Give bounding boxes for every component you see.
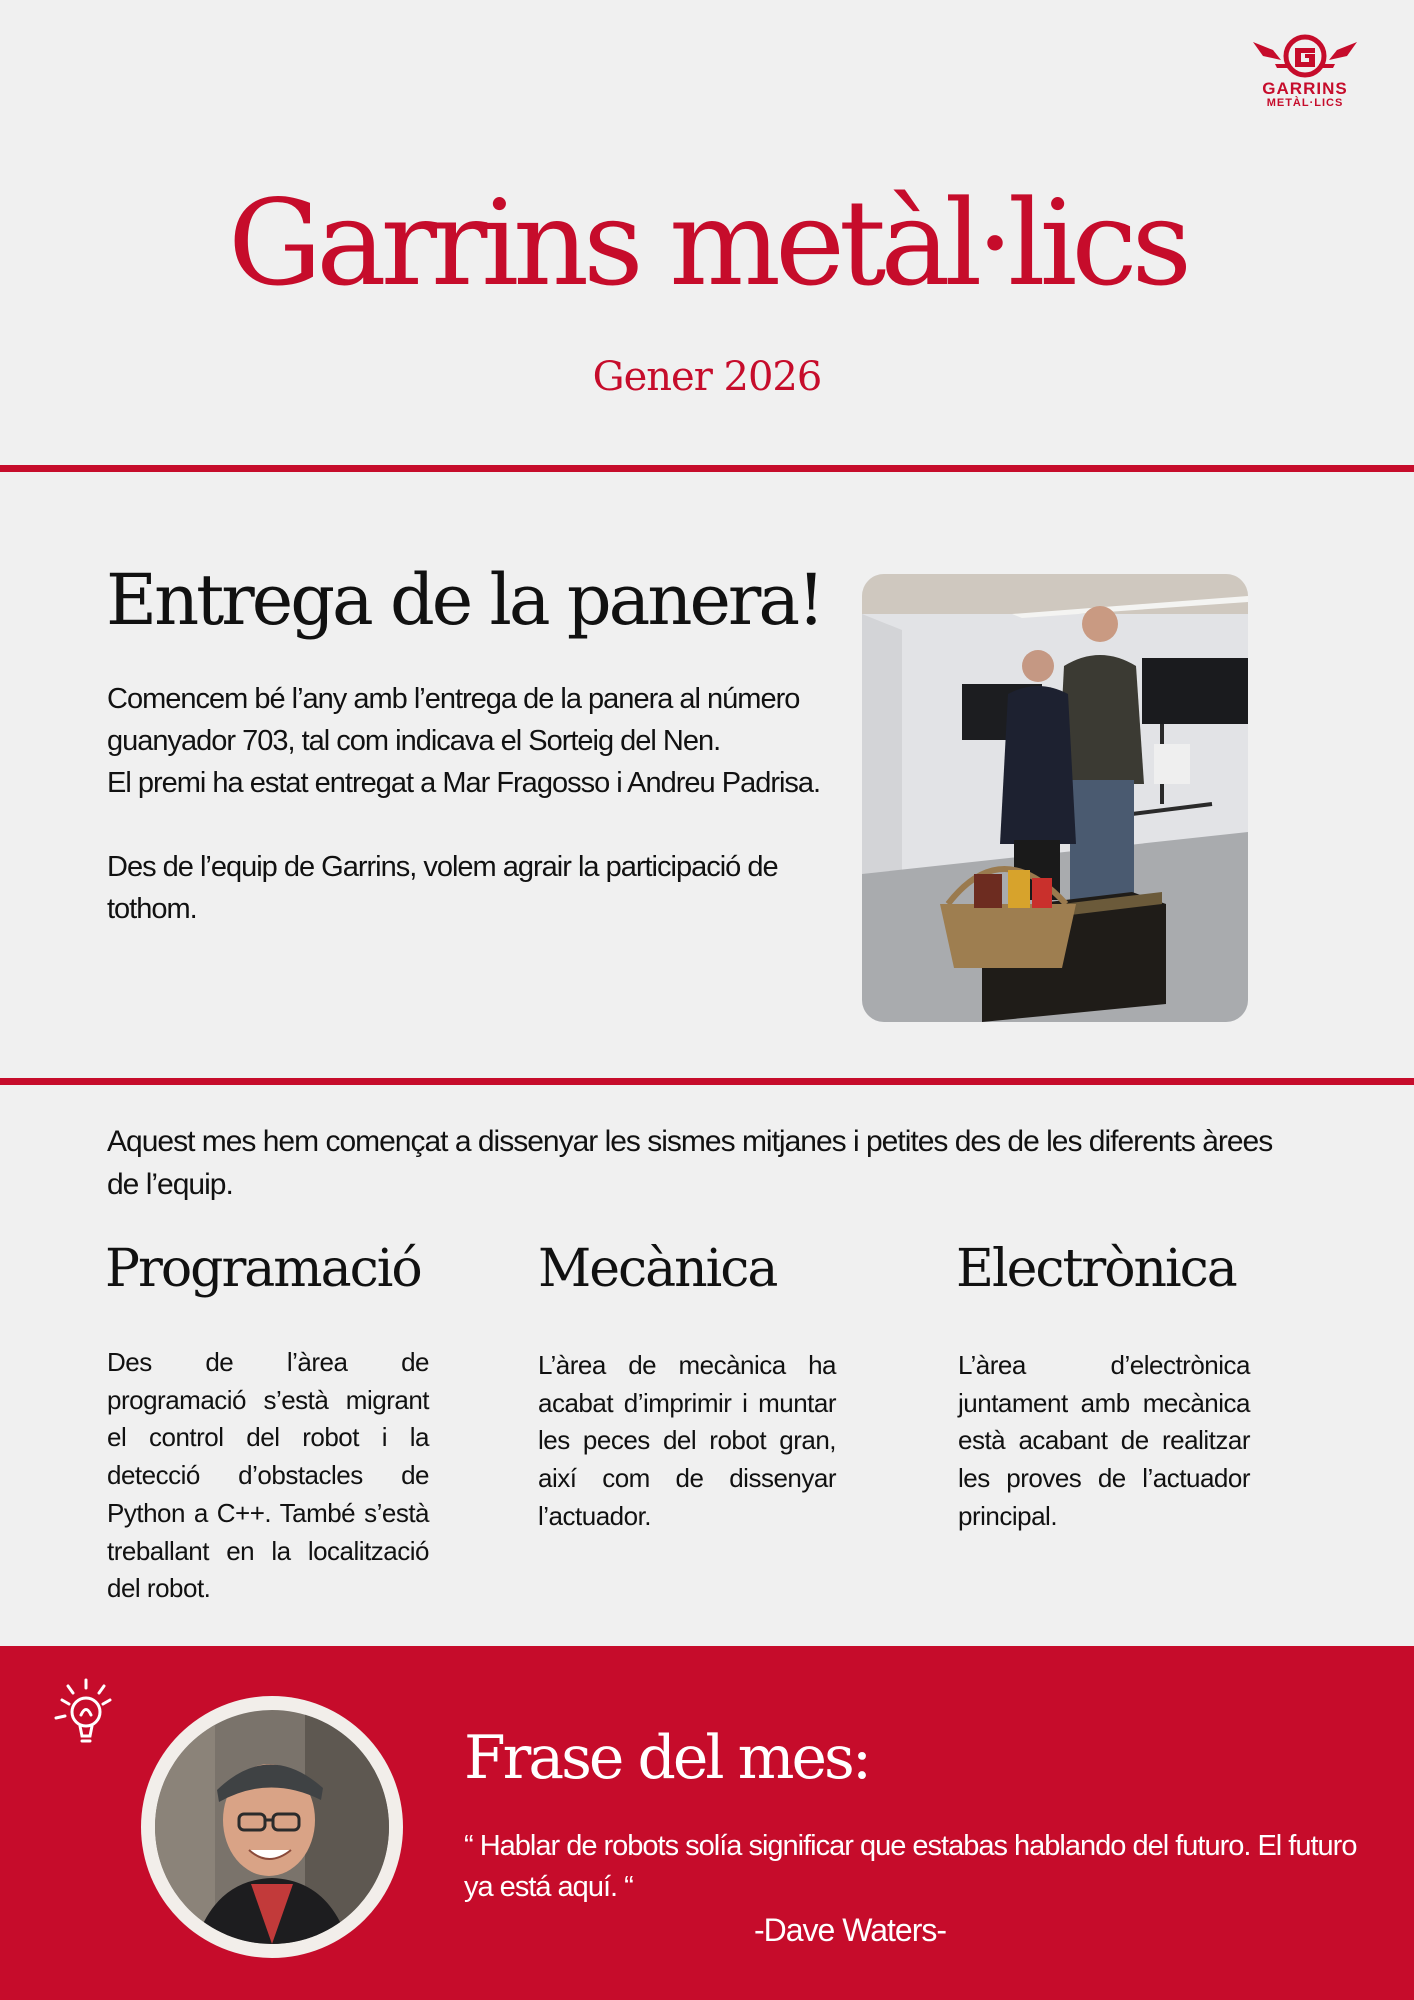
panera-heading: Entrega de la panera! bbox=[106, 559, 823, 641]
panera-paragraph-2: El premi ha estat entregat a Mar Fragosso i Andreu Padrisa. bbox=[107, 767, 821, 799]
mecanica-text: L’àrea de mecànica ha acabat d’imprimir i muntar les peces del robot gran, així com de dissenyar l’actuador. bbox=[538, 1350, 836, 1531]
portrait-illustration bbox=[155, 1710, 389, 1944]
mecanica-heading: Mecànica bbox=[538, 1239, 777, 1299]
panera-photo-illustration bbox=[862, 574, 1248, 1022]
dave-waters-avatar bbox=[155, 1710, 389, 1944]
lightbulb-icon bbox=[52, 1672, 118, 1752]
programacio-heading: Programació bbox=[105, 1239, 421, 1299]
garrins-logo-icon bbox=[1251, 34, 1359, 78]
panera-paragraph-1: Comencem bé l’any amb l’entrega de la panera al número guanyador 703, tal com indicava el Sorteig del Nen. bbox=[107, 683, 800, 757]
top-divider bbox=[0, 465, 1414, 472]
quote-heading: Frase del mes: bbox=[464, 1723, 870, 1793]
quote-author: -Dave Waters- bbox=[753, 1912, 947, 1948]
programacio-text: Des de l’àrea de programació s’està migrant el control del robot i la detecció d’obstacles de Python a C++. També s’està treballant en la localització del robot. bbox=[107, 1347, 429, 1604]
areas-intro: Aquest mes hem començat a dissenyar les sismes mitjanes i petites des de les diferents àrees de l’equip. bbox=[107, 1125, 1273, 1201]
issue-date: Gener 2026 bbox=[592, 354, 822, 400]
electronica-heading: Electrònica bbox=[956, 1239, 1236, 1299]
newsletter-title: Garrins metàl·lics bbox=[227, 174, 1187, 312]
logo-wordmark: GARRINS bbox=[1262, 79, 1348, 98]
panera-photo bbox=[862, 574, 1248, 1022]
electronica-text: L’àrea d’electrònica juntament amb mecànica està acabant de realitzar les proves de l’actuador principal. bbox=[958, 1350, 1250, 1531]
middle-divider bbox=[0, 1078, 1414, 1085]
quote-text: “ Hablar de robots solía significar que estabas hablando del futuro. El futuro ya está aquí. “ bbox=[464, 1830, 1357, 1903]
logo-subtitle: METÀL·LICS bbox=[1266, 97, 1344, 109]
team-logo bbox=[1246, 34, 1364, 116]
panera-article bbox=[107, 678, 825, 930]
panera-paragraph-3: Des de l’equip de Garrins, volem agrair la participació de tothom. bbox=[107, 851, 778, 925]
